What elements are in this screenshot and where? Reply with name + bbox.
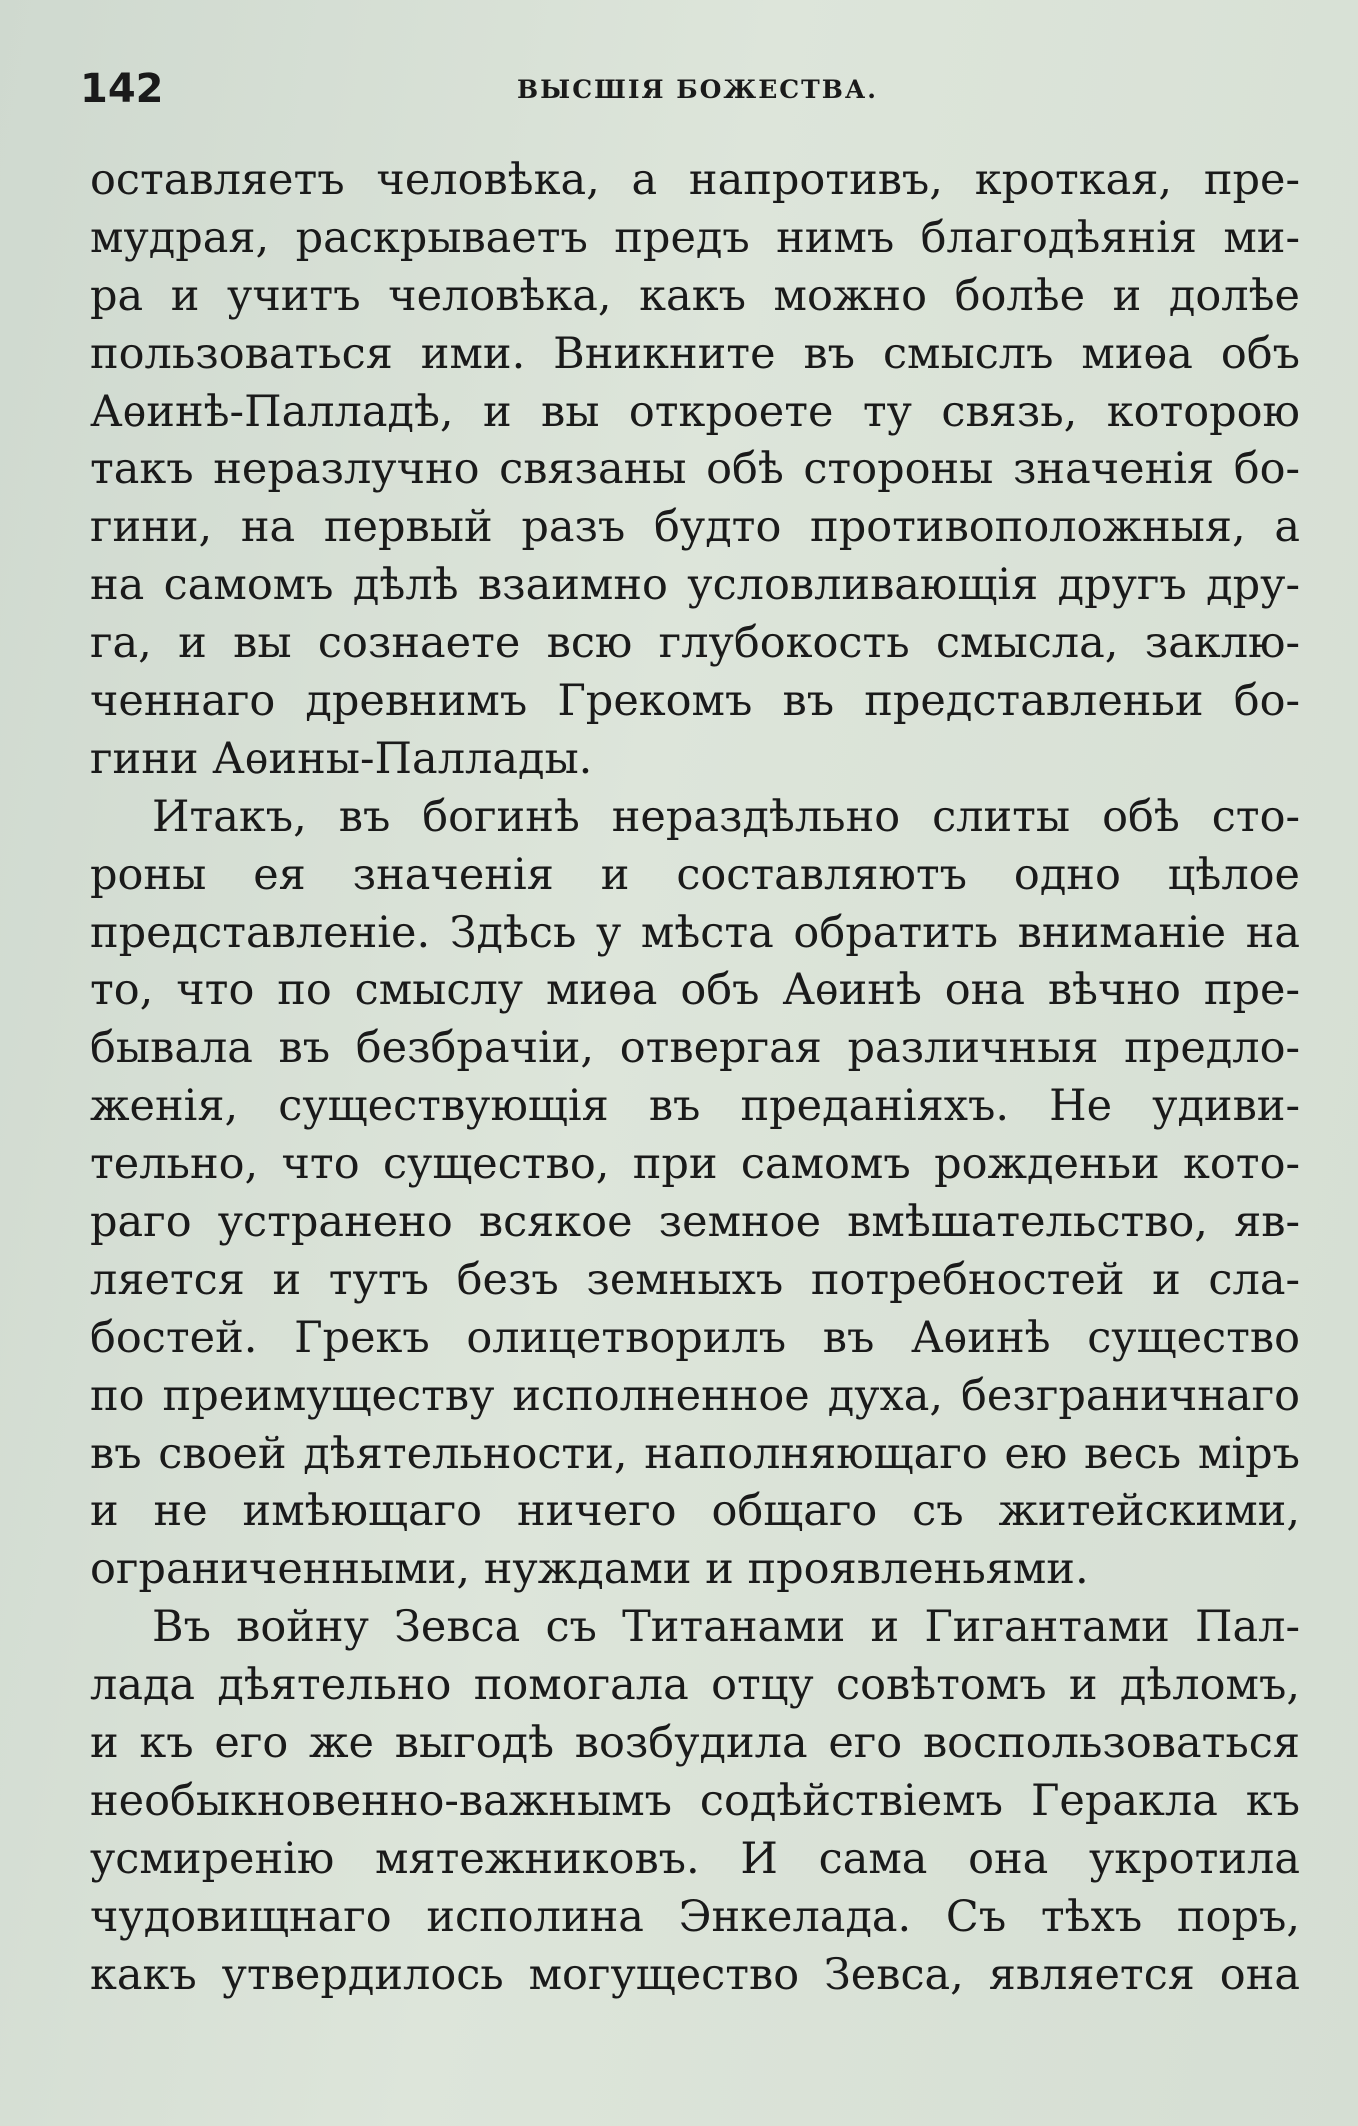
body-text xyxy=(90,152,1300,2005)
text-line: бывала въ безбрачіи, отвергая различныя предло- xyxy=(90,1023,1300,1074)
text-line: ляется и тутъ безъ земныхъ потребностей и сла- xyxy=(90,1254,1300,1305)
text-line: ченнаго древнимъ Грекомъ въ представленьи бо- xyxy=(90,676,1300,727)
text-line: то, что по смыслу миѳа объ Аѳинѣ она вѣчно пре- xyxy=(90,965,1300,1016)
text-line: въ своей дѣятельности, наполняющаго ею весь міръ xyxy=(90,1428,1300,1479)
text-line: Въ войну Зевса съ Титанами и Гигантами Пал- xyxy=(152,1602,1300,1653)
text-line: роны ея значенія и составляютъ одно цѣлое xyxy=(90,849,1300,900)
text-line: мудрая, раскрываетъ предъ нимъ благодѣянія ми- xyxy=(90,212,1300,263)
text-line: ограниченными, нуждами и проявленьями. xyxy=(90,1544,1089,1595)
running-title: ВЫСШІЯ БОЖЕСТВА. xyxy=(517,75,878,104)
text-line: необыкновенно-важнымъ содѣйствіемъ Геракла къ xyxy=(90,1775,1300,1826)
page-header xyxy=(80,64,1285,114)
text-line: женія, существующія въ преданіяхъ. Не удиви- xyxy=(90,1081,1300,1132)
text-line: по преимуществу исполненное духа, безграничнаго xyxy=(90,1370,1300,1421)
text-line: гини Аѳины-Паллады. xyxy=(90,733,593,784)
text-line: лада дѣятельно помогала отцу совѣтомъ и дѣломъ, xyxy=(90,1660,1300,1711)
text-line: такъ неразлучно связаны обѣ стороны значенія бо- xyxy=(90,444,1300,495)
page-number: 142 xyxy=(80,66,164,112)
text-line: бостей. Грекъ олицетворилъ въ Аѳинѣ существо xyxy=(90,1312,1300,1363)
text-line: Аѳинѣ-Палладѣ, и вы откроете ту связь, которою xyxy=(90,386,1300,437)
text-line: Итакъ, въ богинѣ нераздѣльно слиты обѣ сто- xyxy=(152,791,1300,842)
text-line: га, и вы сознаете всю глубокость смысла, заклю- xyxy=(90,618,1300,669)
text-line: гини, на первый разъ будто противоположныя, а xyxy=(90,502,1300,553)
text-line: пользоваться ими. Вникните въ смыслъ миѳа объ xyxy=(90,328,1300,379)
text-line: раго устранено всякое земное вмѣшательство, яв- xyxy=(90,1197,1300,1248)
text-line: на самомъ дѣлѣ взаимно условливающія другъ дру- xyxy=(90,560,1300,611)
text-line: и къ его же выгодѣ возбудила его воспользоваться xyxy=(90,1718,1300,1769)
text-line: чудовищнаго исполина Энкелада. Съ тѣхъ поръ, xyxy=(90,1891,1300,1942)
text-line: тельно, что существо, при самомъ рожденьи кото- xyxy=(90,1139,1300,1190)
text-line: усмиренію мятежниковъ. И сама она укротила xyxy=(90,1833,1300,1884)
text-line: и не имѣющаго ничего общаго съ житейскими, xyxy=(90,1486,1300,1537)
text-line: какъ утвердилось могущество Зевса, является она xyxy=(90,1949,1300,2000)
text-line: ра и учитъ человѣка, какъ можно болѣе и долѣе xyxy=(90,270,1300,321)
text-line: оставляетъ человѣка, а напротивъ, кроткая, пре- xyxy=(90,155,1300,205)
text-line: представленіе. Здѣсь у мѣста обратить вниманіе на xyxy=(90,907,1300,958)
